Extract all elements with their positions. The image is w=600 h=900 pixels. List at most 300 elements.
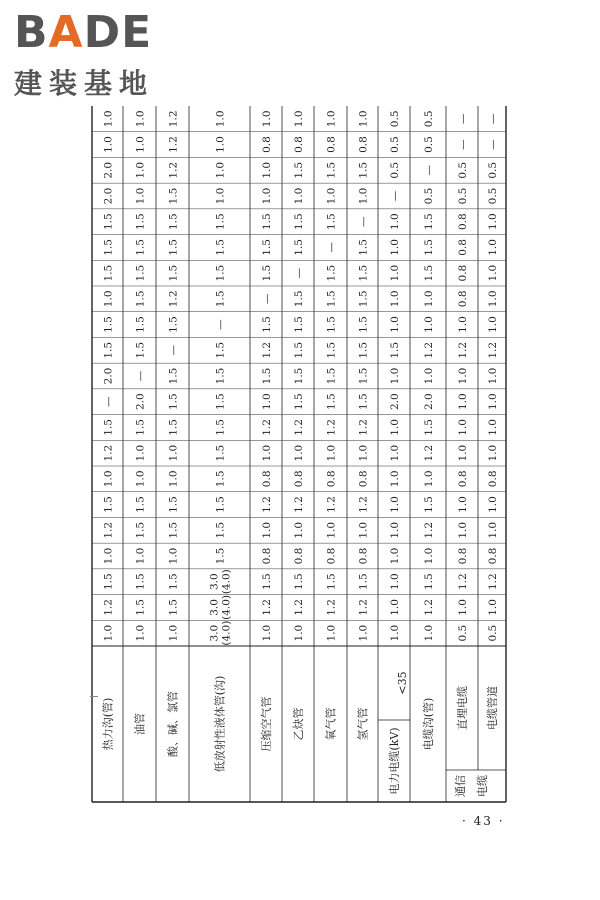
table-cell — [293, 239, 305, 256]
table-cell — [389, 111, 401, 128]
cell-value: 2.0 — [389, 393, 401, 411]
table-cell — [358, 188, 370, 205]
cell-value: 2.0 — [102, 187, 115, 205]
cell-value: 2.0 — [102, 367, 115, 385]
cell-value: 0.5 — [457, 187, 469, 205]
table-cell — [389, 291, 401, 308]
cell-value: 1.0 — [389, 573, 401, 591]
table-cell — [103, 548, 115, 565]
table-cell — [487, 419, 499, 436]
cell-value: 1.0 — [457, 521, 469, 539]
cell-value: 1.0 — [357, 444, 370, 462]
table-cell — [358, 342, 370, 359]
table-cell — [457, 419, 469, 436]
table-cell — [293, 111, 305, 128]
cell-value: 1.0 — [167, 444, 180, 462]
table-cell — [423, 188, 435, 205]
table-cell — [389, 522, 401, 539]
table-cell — [487, 599, 499, 616]
table-cell — [389, 471, 401, 488]
table-cell — [135, 496, 147, 513]
cell-value: 1.5 — [134, 496, 147, 513]
row-label — [213, 676, 227, 773]
table-cell — [293, 625, 305, 642]
cell-value: 1.5 — [357, 239, 370, 256]
table-cell — [103, 573, 115, 590]
table-cell — [326, 471, 338, 488]
table-cell — [103, 599, 115, 616]
table-cell — [168, 265, 180, 282]
table-cell — [135, 370, 147, 381]
cell-value: — — [293, 267, 305, 279]
table-cell — [215, 522, 227, 539]
cell-value: 1.5 — [325, 393, 338, 411]
cell-value: 1.5 — [293, 316, 305, 333]
cell-value: 1.0 — [134, 444, 147, 462]
table-cell — [168, 496, 180, 513]
table-cell — [326, 625, 338, 642]
row-label — [356, 708, 370, 741]
row-label — [133, 713, 147, 735]
table-cell — [358, 265, 370, 282]
row-label — [101, 698, 115, 751]
cell-value: 1.0 — [389, 496, 401, 513]
cell-value: 1.0 — [293, 444, 305, 462]
cell-value: 1.2 — [423, 599, 435, 616]
cell-value: 0.5 — [389, 110, 401, 128]
cell-value: 0.5 — [389, 136, 401, 153]
cell-value: — — [325, 242, 338, 253]
table-cell — [358, 445, 370, 462]
table-cell — [487, 239, 499, 256]
table-cell — [487, 625, 499, 642]
cell-value: 1.0 — [134, 470, 147, 488]
table-cell — [168, 316, 180, 333]
cell-value: 1.0 — [134, 547, 147, 565]
cell-value: 0.8 — [357, 136, 370, 153]
table-cell — [326, 368, 338, 385]
table-cell — [423, 291, 435, 308]
cell-value: 0.8 — [293, 136, 305, 153]
table-cell — [487, 139, 499, 150]
cell-value: 1.2 — [457, 341, 469, 359]
table-cell — [168, 239, 180, 256]
cell-value: 1.5 — [167, 187, 180, 205]
table-cell — [389, 239, 401, 256]
cell-value: 1.0 — [102, 136, 115, 153]
margin-tick — [90, 696, 98, 697]
cell-value: 1.0 — [389, 367, 401, 385]
cell-value: 0.8 — [457, 547, 469, 565]
cell-value: 0.5 — [457, 161, 469, 179]
table-cell — [358, 216, 370, 227]
table-cell — [293, 445, 305, 462]
cell-value: 1.5 — [423, 573, 435, 591]
table-cell — [326, 188, 338, 205]
table-cell — [135, 445, 147, 462]
cell-value: 1.0 — [134, 136, 147, 153]
cell-value: 1.5 — [293, 573, 305, 591]
cell-value: 1.5 — [214, 393, 227, 411]
cell-value: 1.0 — [325, 624, 338, 642]
cell-value: 1.0 — [261, 110, 273, 128]
row-label-text: <35 — [396, 671, 409, 695]
cell-value: 2.0 — [102, 161, 115, 179]
cell-value: 1.5 — [389, 341, 401, 359]
cell-value: 1.2 — [102, 599, 115, 616]
table-cell — [261, 316, 273, 333]
table-cell — [168, 345, 180, 356]
row-label-text: 氧气管 — [324, 707, 338, 741]
cell-value: 1.5 — [214, 419, 227, 436]
cell-value: 0.5 — [487, 187, 499, 205]
cell-value: 1.5 — [214, 444, 227, 462]
cell-value: 1.5 — [325, 213, 338, 231]
row-label-text: 电缆沟(管) — [422, 697, 435, 751]
table-cell — [457, 496, 469, 513]
cell-value: 1.0 — [423, 316, 435, 333]
table-cell — [168, 445, 180, 462]
table-cell — [168, 548, 180, 565]
cell-value: 1.0 — [293, 110, 305, 128]
table-cell — [261, 136, 273, 153]
cell-value: — — [457, 139, 469, 150]
table-cell — [215, 111, 227, 128]
cell-value: 1.5 — [102, 341, 115, 359]
cell-value: 1.0 — [293, 521, 305, 539]
cell-value: 1.5 — [423, 496, 435, 513]
cell-value: 1.0 — [457, 367, 469, 385]
cell-value: 1.5 — [325, 341, 338, 359]
cell-value: 0.8 — [357, 470, 370, 488]
table-cell — [135, 393, 147, 410]
cell-value: — — [357, 216, 370, 227]
table-cell — [358, 393, 370, 410]
cell-value: 1.2 — [293, 419, 305, 436]
table-cell — [358, 625, 370, 642]
table-cell — [215, 548, 227, 565]
cell-value: 1.2 — [423, 444, 435, 462]
cell-value: 1.2 — [167, 136, 180, 153]
row-label-text: 油管 — [133, 713, 147, 735]
table-cell — [457, 113, 469, 124]
table-cell — [423, 368, 435, 385]
table-cell — [358, 573, 370, 590]
cell-value: 0.5 — [389, 161, 401, 179]
cell-value: 1.0 — [357, 187, 370, 205]
table-cell — [457, 265, 469, 282]
cell-value: (4.0) — [220, 620, 233, 646]
cell-value: 1.5 — [134, 290, 147, 308]
table-cell — [358, 368, 370, 385]
table-cell — [168, 162, 180, 179]
table-cell — [487, 265, 499, 282]
table-cell — [293, 419, 305, 436]
table-cell — [293, 368, 305, 385]
table-cell — [389, 162, 401, 179]
row-label — [324, 708, 338, 741]
cell-value: 1.5 — [261, 239, 273, 256]
table-cell — [487, 316, 499, 333]
cell-value: 1.2 — [293, 599, 305, 616]
table-cell — [293, 188, 305, 205]
cell-value: 1.0 — [389, 521, 401, 539]
table-cell — [261, 162, 273, 179]
cell-value: 1.5 — [134, 316, 147, 333]
cell-value: 1.0 — [457, 316, 469, 333]
cell-value: 1.5 — [261, 573, 273, 591]
cell-value: 1.5 — [167, 367, 180, 385]
cell-value: — — [487, 139, 499, 150]
cell-value: 1.5 — [357, 393, 370, 411]
cell-value: 1.0 — [293, 624, 305, 642]
cell-value: (4.0) — [220, 594, 233, 620]
table-cell — [326, 111, 338, 128]
cell-value: 1.0 — [261, 624, 273, 642]
cell-value: 1.2 — [261, 419, 273, 436]
row-label-text: 热力沟(管) — [101, 697, 115, 751]
cell-value: 1.2 — [357, 599, 370, 616]
cell-value: 1.2 — [167, 161, 180, 179]
table-cell — [293, 316, 305, 333]
table-cell — [423, 165, 435, 176]
cell-value: 1.5 — [293, 161, 305, 179]
group-label-comm: 通信 — [454, 775, 467, 797]
cell-value: 1.5 — [357, 573, 370, 591]
cell-value: 1.5 — [167, 496, 180, 513]
cell-value: 1.5 — [134, 264, 147, 282]
table-cell — [457, 139, 469, 150]
cell-value: 1.5 — [102, 573, 115, 591]
cell-value: 1.5 — [423, 213, 435, 231]
table-cell — [423, 548, 435, 565]
cell-value: — — [167, 345, 180, 356]
cell-value: 1.2 — [325, 419, 338, 436]
table-cell — [293, 599, 305, 616]
cell-value: 0.5 — [423, 136, 435, 153]
table-cell — [326, 496, 338, 513]
cell-value: 1.5 — [214, 341, 227, 359]
table-cell — [487, 213, 499, 230]
cell-value: 1.0 — [214, 136, 227, 153]
cell-value: 1.0 — [325, 187, 338, 205]
table-cell — [423, 265, 435, 282]
cell-value: 1.5 — [261, 367, 273, 385]
cell-value: 1.5 — [325, 161, 338, 179]
table-cell — [358, 239, 370, 256]
table-cell — [389, 573, 401, 590]
cell-value: 0.8 — [457, 290, 469, 308]
cell-value: 1.0 — [261, 393, 273, 411]
table-cell — [326, 136, 338, 153]
cell-value: 1.0 — [261, 187, 273, 205]
table-cell — [215, 445, 227, 462]
cell-value: — — [457, 113, 469, 125]
cell-value: 1.0 — [389, 444, 401, 462]
table-cell — [261, 522, 273, 539]
table-cell — [326, 548, 338, 565]
table-cell — [389, 190, 401, 201]
table-cell — [423, 213, 435, 230]
table-cell — [103, 522, 115, 539]
table-cell — [389, 625, 401, 642]
table-cell — [457, 162, 469, 179]
table-cell — [293, 471, 305, 488]
table-cell — [423, 573, 435, 590]
cell-value: 1.0 — [457, 599, 469, 616]
table-cell — [457, 522, 469, 539]
table-cell — [293, 496, 305, 513]
table-cell — [389, 342, 401, 359]
logo-subtitle: 建装基地 — [14, 67, 155, 100]
table-cell — [215, 162, 227, 179]
cell-value: 1.5 — [134, 573, 147, 591]
cell-value: 1.5 — [102, 239, 115, 256]
cell-value: 0.8 — [457, 213, 469, 231]
table-cell — [103, 496, 115, 513]
row-label-text: 直埋电缆 — [456, 686, 469, 730]
cell-value: 1.5 — [102, 419, 115, 436]
cell-value: 1.5 — [214, 547, 227, 565]
table-cell — [457, 573, 469, 590]
table-cell — [326, 162, 338, 179]
cell-value: 1.0 — [487, 367, 499, 385]
table-cell — [457, 239, 469, 256]
cell-value: 1.0 — [325, 521, 338, 539]
table-cell — [457, 342, 469, 359]
table-cell — [168, 368, 180, 385]
table-cell — [261, 111, 273, 128]
cell-value: 1.5 — [102, 264, 115, 282]
table-cell — [358, 548, 370, 565]
cell-value: 3.0 — [208, 573, 221, 591]
cell-value: 1.5 — [293, 367, 305, 385]
table-cell — [209, 621, 233, 646]
cell-value: 1.0 — [389, 264, 401, 282]
cell-value: 1.0 — [389, 213, 401, 231]
table-cell — [389, 419, 401, 436]
table-cell — [293, 291, 305, 308]
cell-value: 1.0 — [102, 624, 115, 642]
table-cell — [261, 496, 273, 513]
row-label — [259, 697, 273, 752]
table-cell — [487, 342, 499, 359]
cell-value: 1.0 — [457, 496, 469, 513]
cell-value: 1.2 — [261, 599, 273, 616]
cell-value: 1.0 — [487, 290, 499, 308]
cell-value: 1.2 — [293, 496, 305, 513]
group-label-power: 电力电缆(kV) — [388, 727, 401, 795]
cell-value: 1.0 — [102, 470, 115, 488]
cell-value: 0.8 — [487, 470, 499, 488]
cell-value: 1.0 — [423, 367, 435, 385]
table-cell — [389, 496, 401, 513]
cell-value: 1.2 — [423, 521, 435, 539]
table-cell — [423, 316, 435, 333]
table-cell — [215, 291, 227, 308]
table-cell — [389, 393, 401, 410]
table-cell — [215, 471, 227, 488]
cell-value: 1.0 — [457, 419, 469, 436]
table-cell — [168, 573, 180, 590]
table-cell — [389, 136, 401, 153]
row-label-text: 电缆管道 — [486, 686, 499, 730]
cell-value: 1.5 — [102, 213, 115, 231]
table-cell — [457, 393, 469, 410]
cell-value: 1.0 — [389, 599, 401, 616]
cell-value: 1.5 — [325, 290, 338, 308]
table-cell — [215, 213, 227, 230]
table-cell — [487, 113, 499, 124]
cell-value: 1.0 — [167, 547, 180, 565]
table-cell — [103, 213, 115, 230]
cell-value: 1.5 — [167, 393, 180, 411]
table-cell — [135, 419, 147, 436]
cell-value: 1.5 — [214, 264, 227, 282]
table-cell — [358, 136, 370, 153]
table-cell — [261, 368, 273, 385]
table-cell — [261, 188, 273, 205]
cell-value: 1.0 — [423, 624, 435, 642]
cell-value: 0.5 — [423, 110, 435, 128]
table-cell — [168, 599, 180, 616]
row-label-text: 低放射性液体管(沟) — [213, 675, 227, 773]
cell-value: — — [102, 396, 115, 407]
table-cell — [135, 625, 147, 642]
cell-value: 0.8 — [457, 264, 469, 282]
cell-value: 1.5 — [357, 316, 370, 333]
cell-value: 1.5 — [167, 239, 180, 256]
cell-value: 1.5 — [167, 521, 180, 539]
cell-value: 1.2 — [167, 110, 180, 128]
cell-value: 3.0 — [208, 599, 221, 616]
table-cell — [261, 213, 273, 230]
cell-value: 0.8 — [261, 136, 273, 153]
cell-value: 1.0 — [134, 161, 147, 179]
table-cell — [209, 595, 233, 620]
cell-value: 1.5 — [423, 239, 435, 256]
cell-value: 0.8 — [457, 470, 469, 488]
table-cell — [423, 419, 435, 436]
table-cell — [358, 522, 370, 539]
cell-value: 1.2 — [357, 419, 370, 436]
table-cell — [487, 368, 499, 385]
cell-value: 1.5 — [134, 239, 147, 256]
table-cell — [103, 162, 115, 179]
table-cell — [168, 522, 180, 539]
cell-value: 1.5 — [214, 496, 227, 513]
table-cell — [261, 599, 273, 616]
table-cell — [261, 239, 273, 256]
cell-value: 1.5 — [261, 316, 273, 333]
cell-value: 0.8 — [261, 547, 273, 565]
cell-value: 1.5 — [325, 316, 338, 333]
cell-value: 1.2 — [457, 573, 469, 591]
cell-value: 0.8 — [487, 547, 499, 565]
table-cell — [135, 136, 147, 153]
table-cell — [487, 162, 499, 179]
cell-value: 1.0 — [167, 470, 180, 488]
table-cell — [487, 471, 499, 488]
cell-value: 1.0 — [487, 444, 499, 462]
table-cell — [135, 291, 147, 308]
cell-value: 1.0 — [357, 110, 370, 128]
cell-value: 1.5 — [293, 213, 305, 231]
cell-value: (4.0) — [220, 569, 233, 595]
table-cell — [358, 316, 370, 333]
cell-value: 1.0 — [102, 290, 115, 308]
table-cell — [168, 213, 180, 230]
